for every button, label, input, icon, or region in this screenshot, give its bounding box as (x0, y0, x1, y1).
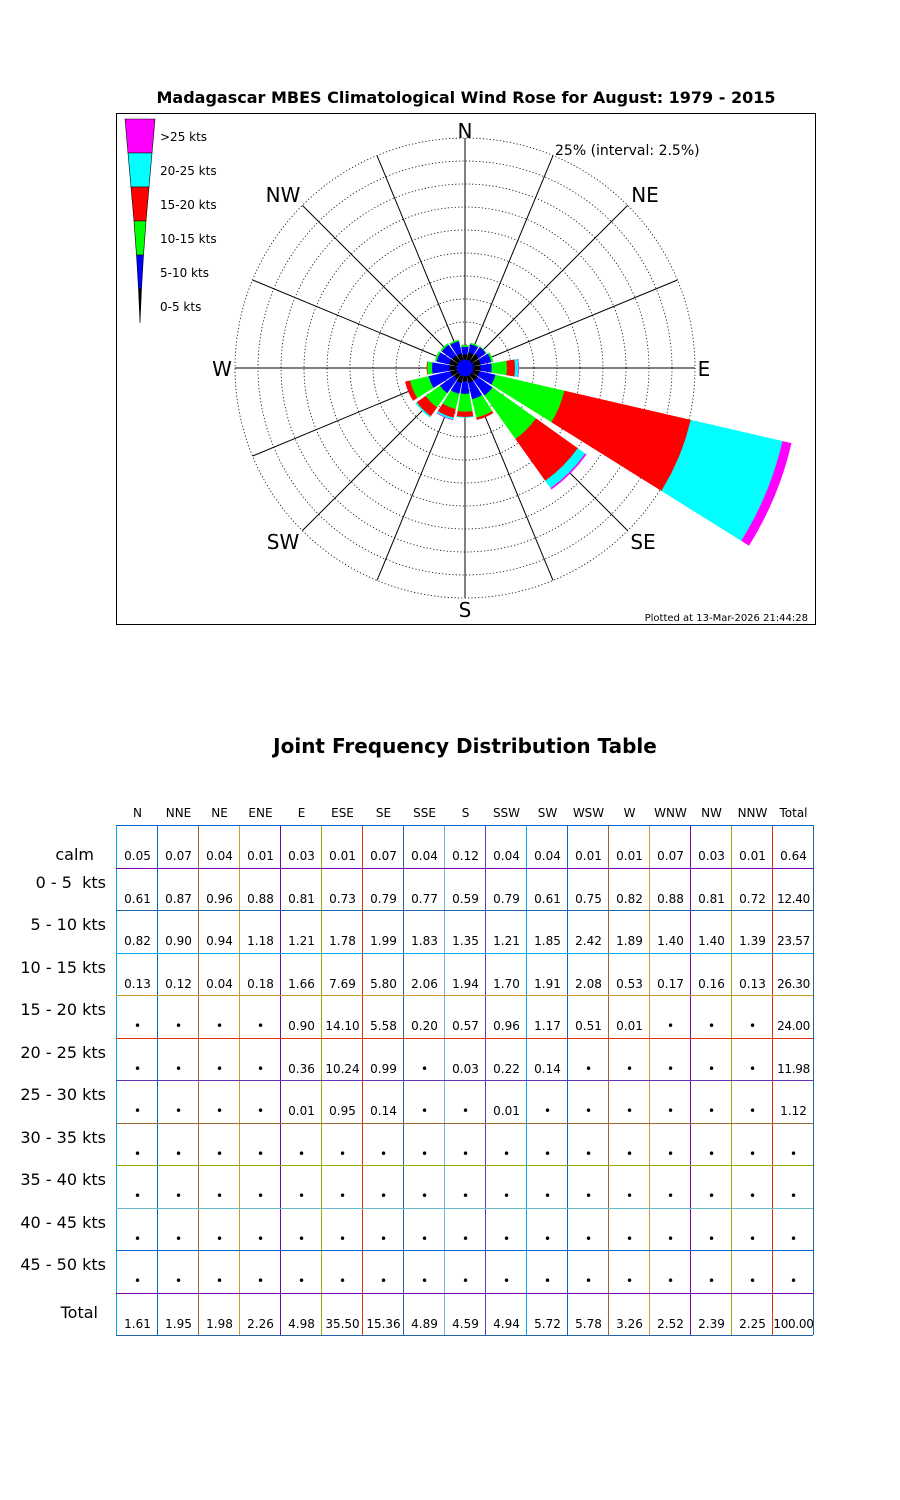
table-cell: • (748, 1019, 757, 1033)
table-cell: 0.82 (616, 891, 643, 906)
table-cell: • (543, 1146, 552, 1161)
legend-label: 0-5 kts (160, 300, 202, 314)
table-cell: 1.89 (616, 934, 643, 948)
table-cell: 0.01 (493, 1104, 520, 1118)
table-cell: • (256, 1274, 265, 1288)
table-cell: 26.30 (777, 976, 810, 991)
table-cell: • (297, 1231, 306, 1246)
row-label: 45 - 50 kts (20, 1255, 106, 1274)
direction-spoke (465, 205, 628, 368)
table-cell: 0.07 (657, 849, 684, 863)
table-cell: 1.35 (452, 934, 479, 948)
row-label: 10 - 15 kts (20, 957, 106, 977)
table-cell: 1.85 (534, 934, 561, 948)
table-cell: 2.06 (411, 976, 438, 991)
compass-label-n: N (457, 119, 473, 143)
table-cell: 4.59 (452, 1316, 479, 1331)
legend-label: 15-20 kts (160, 198, 217, 212)
table-cell: • (174, 1019, 183, 1033)
column-header: NNE (165, 806, 192, 820)
table-cell: 0.03 (698, 849, 725, 863)
table-cell: 0.61 (124, 891, 151, 906)
table-cell: • (133, 1146, 142, 1161)
table-cell: 0.88 (247, 891, 274, 906)
table-cell: 0.90 (165, 934, 192, 948)
table-cell: 1.18 (247, 934, 274, 948)
table-cell: 15.36 (366, 1316, 401, 1331)
table-cell: • (502, 1274, 511, 1288)
table-cell: 4.94 (493, 1316, 520, 1331)
table-grid-line (116, 1080, 813, 1081)
table-cell: 0.87 (165, 891, 192, 906)
compass-label-s: S (458, 598, 472, 622)
table-cell: 1.94 (452, 976, 479, 991)
table-cell: • (625, 1231, 634, 1246)
table-cell: • (666, 1146, 675, 1161)
table-cell: 0.04 (534, 849, 561, 863)
table-cell: 0.01 (329, 849, 356, 863)
table-cell: 0.64 (780, 849, 807, 863)
table-cell: • (174, 1274, 183, 1288)
table-cell: 1.70 (493, 976, 520, 991)
compass-label-ne: NE (631, 183, 659, 207)
table-cell: • (789, 1146, 798, 1161)
table-cell: 14.10 (325, 1019, 360, 1033)
table-cell: • (625, 1189, 634, 1203)
table-cell: 0.99 (370, 1061, 397, 1076)
table-cell: • (256, 1019, 265, 1033)
table-cell: 0.01 (616, 849, 643, 863)
wedge-w-5-10-kts (432, 363, 450, 374)
table-cell: • (379, 1146, 388, 1161)
table-cell: • (174, 1061, 183, 1076)
table-grid-line (116, 995, 813, 996)
table-grid-line (116, 1165, 813, 1166)
ring-interval-label: 25% (interval: 2.5%) (555, 143, 700, 159)
column-header: S (461, 806, 470, 820)
table-cell: • (584, 1274, 593, 1288)
table-cell: • (502, 1189, 511, 1203)
direction-spoke (253, 280, 465, 368)
column-header: W (623, 806, 636, 820)
table-cell: • (133, 1231, 142, 1246)
column-header: SSW (492, 806, 521, 820)
column-header: WSW (572, 806, 605, 820)
table-cell: 1.21 (493, 934, 520, 948)
table-cell: 1.66 (288, 976, 315, 991)
table-cell: • (625, 1274, 634, 1288)
table-cell: 0.03 (452, 1061, 479, 1076)
table-cell: 0.13 (739, 976, 766, 991)
table-cell: 5.58 (370, 1019, 397, 1033)
table-cell: • (256, 1104, 265, 1118)
table-cell: 0.22 (493, 1061, 520, 1076)
table-grid-line (116, 1250, 813, 1251)
wedge-n-5-10-kts (461, 347, 468, 355)
wind-rose-chart (0, 0, 900, 640)
row-label: 30 - 35 kts (20, 1127, 106, 1147)
table-cell: • (461, 1146, 470, 1161)
table-cell: • (215, 1189, 224, 1203)
table-cell: 5.80 (370, 976, 397, 991)
calm-circle (457, 360, 474, 377)
table-cell: • (379, 1274, 388, 1288)
table-cell: • (215, 1019, 224, 1033)
table-cell: • (543, 1189, 552, 1203)
legend-swatch (131, 187, 149, 221)
compass-label-se: SE (630, 530, 656, 554)
table-cell: 0.96 (493, 1019, 520, 1033)
table-cell: • (625, 1146, 634, 1161)
table-cell: • (748, 1061, 757, 1076)
table-cell: • (297, 1189, 306, 1203)
wedge-s-0-5-kts (463, 376, 468, 382)
table-cell: • (584, 1104, 593, 1118)
table-cell: 1.61 (124, 1316, 151, 1331)
legend-label: 5-10 kts (160, 266, 209, 280)
wedge-n-10-15-kts (461, 345, 468, 346)
table-cell: • (379, 1189, 388, 1203)
table-cell: 0.05 (124, 849, 151, 863)
table-cell: 0.04 (411, 849, 438, 863)
table-cell: • (666, 1061, 675, 1076)
table-cell: • (789, 1231, 798, 1246)
table-cell: • (174, 1146, 183, 1161)
table-cell: 11.98 (777, 1061, 810, 1076)
compass-label-w: W (212, 357, 232, 381)
table-cell: • (461, 1104, 470, 1118)
wedge-n-0-5-kts (463, 354, 468, 360)
table-cell: • (748, 1189, 757, 1203)
column-header: WNW (654, 806, 687, 820)
table-cell: • (666, 1019, 675, 1033)
table-grid-line (116, 910, 813, 911)
table-cell: • (625, 1061, 634, 1076)
column-header: ESE (331, 806, 354, 820)
table-cell: 0.12 (452, 849, 479, 863)
table-cell: 1.40 (657, 934, 684, 948)
table-cell: • (707, 1104, 716, 1118)
table-cell: • (379, 1231, 388, 1246)
table-cell: • (420, 1146, 429, 1161)
table-cell: 5.78 (575, 1316, 602, 1331)
row-label: 40 - 45 kts (20, 1212, 106, 1232)
legend-swatch (134, 221, 146, 255)
table-cell: • (133, 1274, 142, 1288)
table-cell: 0.96 (206, 891, 233, 906)
table-cell: 10.24 (325, 1061, 360, 1076)
table-cell: 1.98 (206, 1316, 233, 1331)
table-cell: 1.39 (739, 934, 766, 948)
legend-label: 20-25 kts (160, 164, 217, 178)
table-cell: • (625, 1104, 634, 1118)
table-cell: 0.82 (124, 934, 151, 948)
table-cell: 4.89 (411, 1316, 438, 1331)
table-cell: • (502, 1146, 511, 1161)
wedge-s-15-20-kts (457, 411, 473, 417)
table-cell: 12.40 (777, 891, 810, 906)
table-cell: 0.14 (370, 1104, 397, 1118)
table-cell: • (133, 1104, 142, 1118)
legend-swatch (137, 255, 144, 289)
table-cell: • (338, 1146, 347, 1161)
table-cell: • (133, 1189, 142, 1203)
column-header: SSE (413, 806, 436, 820)
table-cell: 0.36 (288, 1061, 315, 1076)
row-label: calm (55, 845, 94, 864)
table-cell: • (174, 1104, 183, 1118)
table-cell: 0.72 (739, 891, 766, 906)
table-cell: 0.07 (370, 849, 397, 863)
direction-spoke (465, 280, 677, 368)
table-cell: 4.98 (288, 1316, 315, 1331)
table-cell: • (543, 1274, 552, 1288)
row-label: 35 - 40 kts (20, 1170, 106, 1189)
table-cell: • (543, 1104, 552, 1118)
table-cell: • (420, 1189, 429, 1203)
table-cell: 1.99 (370, 934, 397, 948)
table-cell: • (707, 1061, 716, 1076)
column-header: ENE (248, 806, 273, 820)
table-cell: • (543, 1231, 552, 1246)
table-cell: • (256, 1061, 265, 1076)
table-cell: 1.21 (288, 934, 315, 948)
table-cell: • (584, 1189, 593, 1203)
table-cell: 100.00 (773, 1316, 814, 1331)
table-cell: • (338, 1231, 347, 1246)
table-cell: 0.20 (411, 1019, 438, 1033)
table-cell: • (461, 1231, 470, 1246)
table-cell: • (420, 1104, 429, 1118)
table-cell: • (584, 1146, 593, 1161)
table-cell: • (748, 1231, 757, 1246)
table-cell: 0.79 (493, 891, 520, 906)
table-cell: 7.69 (329, 976, 356, 991)
column-header: NW (701, 806, 722, 820)
table-cell: 0.16 (698, 976, 725, 991)
table-cell: 2.42 (575, 934, 602, 948)
table-cell: 0.04 (493, 849, 520, 863)
table-cell: • (707, 1231, 716, 1246)
table-grid-line (116, 1293, 813, 1294)
column-header: SW (537, 806, 558, 820)
table-cell: 2.39 (698, 1316, 725, 1331)
table-cell: • (338, 1274, 347, 1288)
table-cell: 0.53 (616, 976, 643, 991)
table-cell: • (174, 1231, 183, 1246)
wedge-e-5-10-kts (481, 364, 492, 373)
table-cell: • (666, 1274, 675, 1288)
table-cell: • (338, 1189, 347, 1203)
table-cell: • (666, 1189, 675, 1203)
table-cell: • (215, 1146, 224, 1161)
table-cell: • (584, 1231, 593, 1246)
table-cell: • (666, 1104, 675, 1118)
table-cell: 2.25 (739, 1316, 766, 1331)
table-cell: 2.26 (247, 1316, 274, 1331)
table-cell: • (256, 1189, 265, 1203)
column-header: SE (375, 806, 392, 820)
table-cell: • (297, 1146, 306, 1161)
table-cell: • (748, 1146, 757, 1161)
table-cell: 0.01 (739, 849, 766, 863)
table-cell: 0.95 (329, 1104, 356, 1118)
table-cell: • (215, 1104, 224, 1118)
table-cell: 0.07 (165, 849, 192, 863)
table-cell: • (707, 1019, 716, 1033)
table-cell: • (789, 1189, 798, 1203)
table-cell: 0.94 (206, 934, 233, 948)
legend-label: 10-15 kts (160, 232, 217, 246)
compass-label-e: E (697, 357, 711, 381)
table-cell: • (215, 1231, 224, 1246)
table-cell: • (461, 1189, 470, 1203)
table-cell: • (789, 1274, 798, 1288)
table-cell: 3.26 (616, 1316, 643, 1331)
table-cell: 0.81 (698, 891, 725, 906)
plotted-timestamp: Plotted at 13-Mar-2026 21:44:28 (644, 613, 808, 624)
table-cell: 0.17 (657, 976, 684, 991)
table-cell: 0.18 (247, 976, 274, 991)
row-label: Total (60, 1302, 98, 1322)
table-cell: 24.00 (777, 1019, 810, 1033)
table-cell: 0.73 (329, 891, 356, 906)
table-cell: 1.17 (534, 1019, 561, 1033)
column-header: NNW (737, 806, 768, 820)
table-cell: 0.04 (206, 976, 233, 991)
table-cell: 0.75 (575, 891, 602, 906)
legend-swatch (125, 119, 155, 153)
table-cell: 5.72 (534, 1316, 561, 1331)
table-cell: 0.79 (370, 891, 397, 906)
table-cell: 0.57 (452, 1019, 479, 1033)
column-header: E (297, 806, 306, 820)
table-cell: 0.01 (575, 849, 602, 863)
table-cell: • (666, 1231, 675, 1246)
table-grid-line (116, 953, 813, 954)
table-cell: 2.52 (657, 1316, 684, 1331)
table-cell: 0.01 (616, 1019, 643, 1033)
table-cell: • (133, 1019, 142, 1033)
table-cell: 0.61 (534, 891, 561, 906)
column-header: NE (211, 806, 228, 820)
table-cell: 1.78 (329, 934, 356, 948)
table-cell: 0.04 (206, 849, 233, 863)
table-cell: • (215, 1061, 224, 1076)
wedge-e-15-20-kts (507, 360, 516, 377)
table-cell: • (420, 1231, 429, 1246)
column-header: N (133, 806, 142, 820)
table-grid-line (116, 1335, 813, 1336)
table-cell: • (215, 1274, 224, 1288)
table-cell: • (297, 1274, 306, 1288)
table-cell: 0.01 (288, 1104, 315, 1118)
table-cell: 0.12 (165, 976, 192, 991)
wedge-w-0-5-kts (449, 365, 457, 370)
legend-label: >25 kts (160, 130, 208, 144)
table-cell: 0.51 (575, 1019, 602, 1033)
wedge-e-0-5-kts (473, 365, 481, 370)
direction-spoke (465, 156, 553, 368)
table-cell: • (461, 1274, 470, 1288)
row-label: 25 - 30 kts (20, 1085, 106, 1104)
table-cell: 0.81 (288, 891, 315, 906)
wedge-s-10-15-kts (458, 394, 473, 412)
table-grid-line (116, 1208, 813, 1209)
table-cell: 0.90 (288, 1019, 315, 1033)
table-cell: 0.03 (288, 849, 315, 863)
table-cell: 0.88 (657, 891, 684, 906)
wedge-e-10-15-kts (492, 361, 508, 375)
table-cell: 0.59 (452, 891, 479, 906)
wedge-w-10-15-kts (427, 362, 432, 375)
chart-title: Madagascar MBES Climatological Wind Rose for August: 1979 - 2015 (156, 88, 776, 107)
table-cell: • (256, 1146, 265, 1161)
table-grid-line (116, 825, 813, 826)
row-label: 0 - 5 kts (35, 872, 106, 892)
speed-legend (125, 119, 217, 323)
table-cell: 1.12 (780, 1104, 807, 1118)
table-cell: 2.08 (575, 976, 602, 991)
table-cell: • (420, 1274, 429, 1288)
table-cell: 1.40 (698, 934, 725, 948)
table-cell: 0.13 (124, 976, 151, 991)
table-cell: • (707, 1146, 716, 1161)
table-cell: • (748, 1274, 757, 1288)
legend-swatch (128, 153, 152, 187)
table-cell: 23.57 (777, 934, 810, 948)
table-cell: • (420, 1061, 429, 1076)
table-cell: 1.95 (165, 1316, 192, 1331)
table-cell: 0.77 (411, 891, 438, 906)
compass-label-nw: NW (265, 183, 301, 207)
column-header: Total (779, 806, 808, 820)
row-label: 15 - 20 kts (20, 1000, 106, 1019)
table-cell: • (748, 1104, 757, 1118)
table-cell: • (502, 1231, 511, 1246)
table-cell: 1.83 (411, 934, 438, 948)
wedge-s-5-10-kts (461, 382, 470, 395)
table-grid-line (116, 1123, 813, 1124)
table-cell: 0.01 (247, 849, 274, 863)
compass-label-sw: SW (266, 530, 300, 554)
table-cell: • (707, 1189, 716, 1203)
direction-spoke (377, 156, 465, 368)
legend-swatch (139, 289, 142, 323)
table-cell: • (707, 1274, 716, 1288)
table-cell: 35.50 (325, 1316, 360, 1331)
table-cell: 1.91 (534, 976, 561, 991)
table-cell: 0.14 (534, 1061, 561, 1076)
direction-spoke (302, 205, 465, 368)
table-cell: • (584, 1061, 593, 1076)
row-label: 20 - 25 kts (20, 1042, 106, 1062)
table-cell: • (174, 1189, 183, 1203)
wind-rose-wedges (405, 340, 791, 546)
table-cell: • (133, 1061, 142, 1076)
table-title: Joint Frequency Distribution Table (273, 734, 657, 758)
table-cell: • (256, 1231, 265, 1246)
table-grid-line (116, 868, 813, 869)
table-grid-line (116, 1038, 813, 1039)
row-label: 5 - 10 kts (30, 915, 106, 934)
